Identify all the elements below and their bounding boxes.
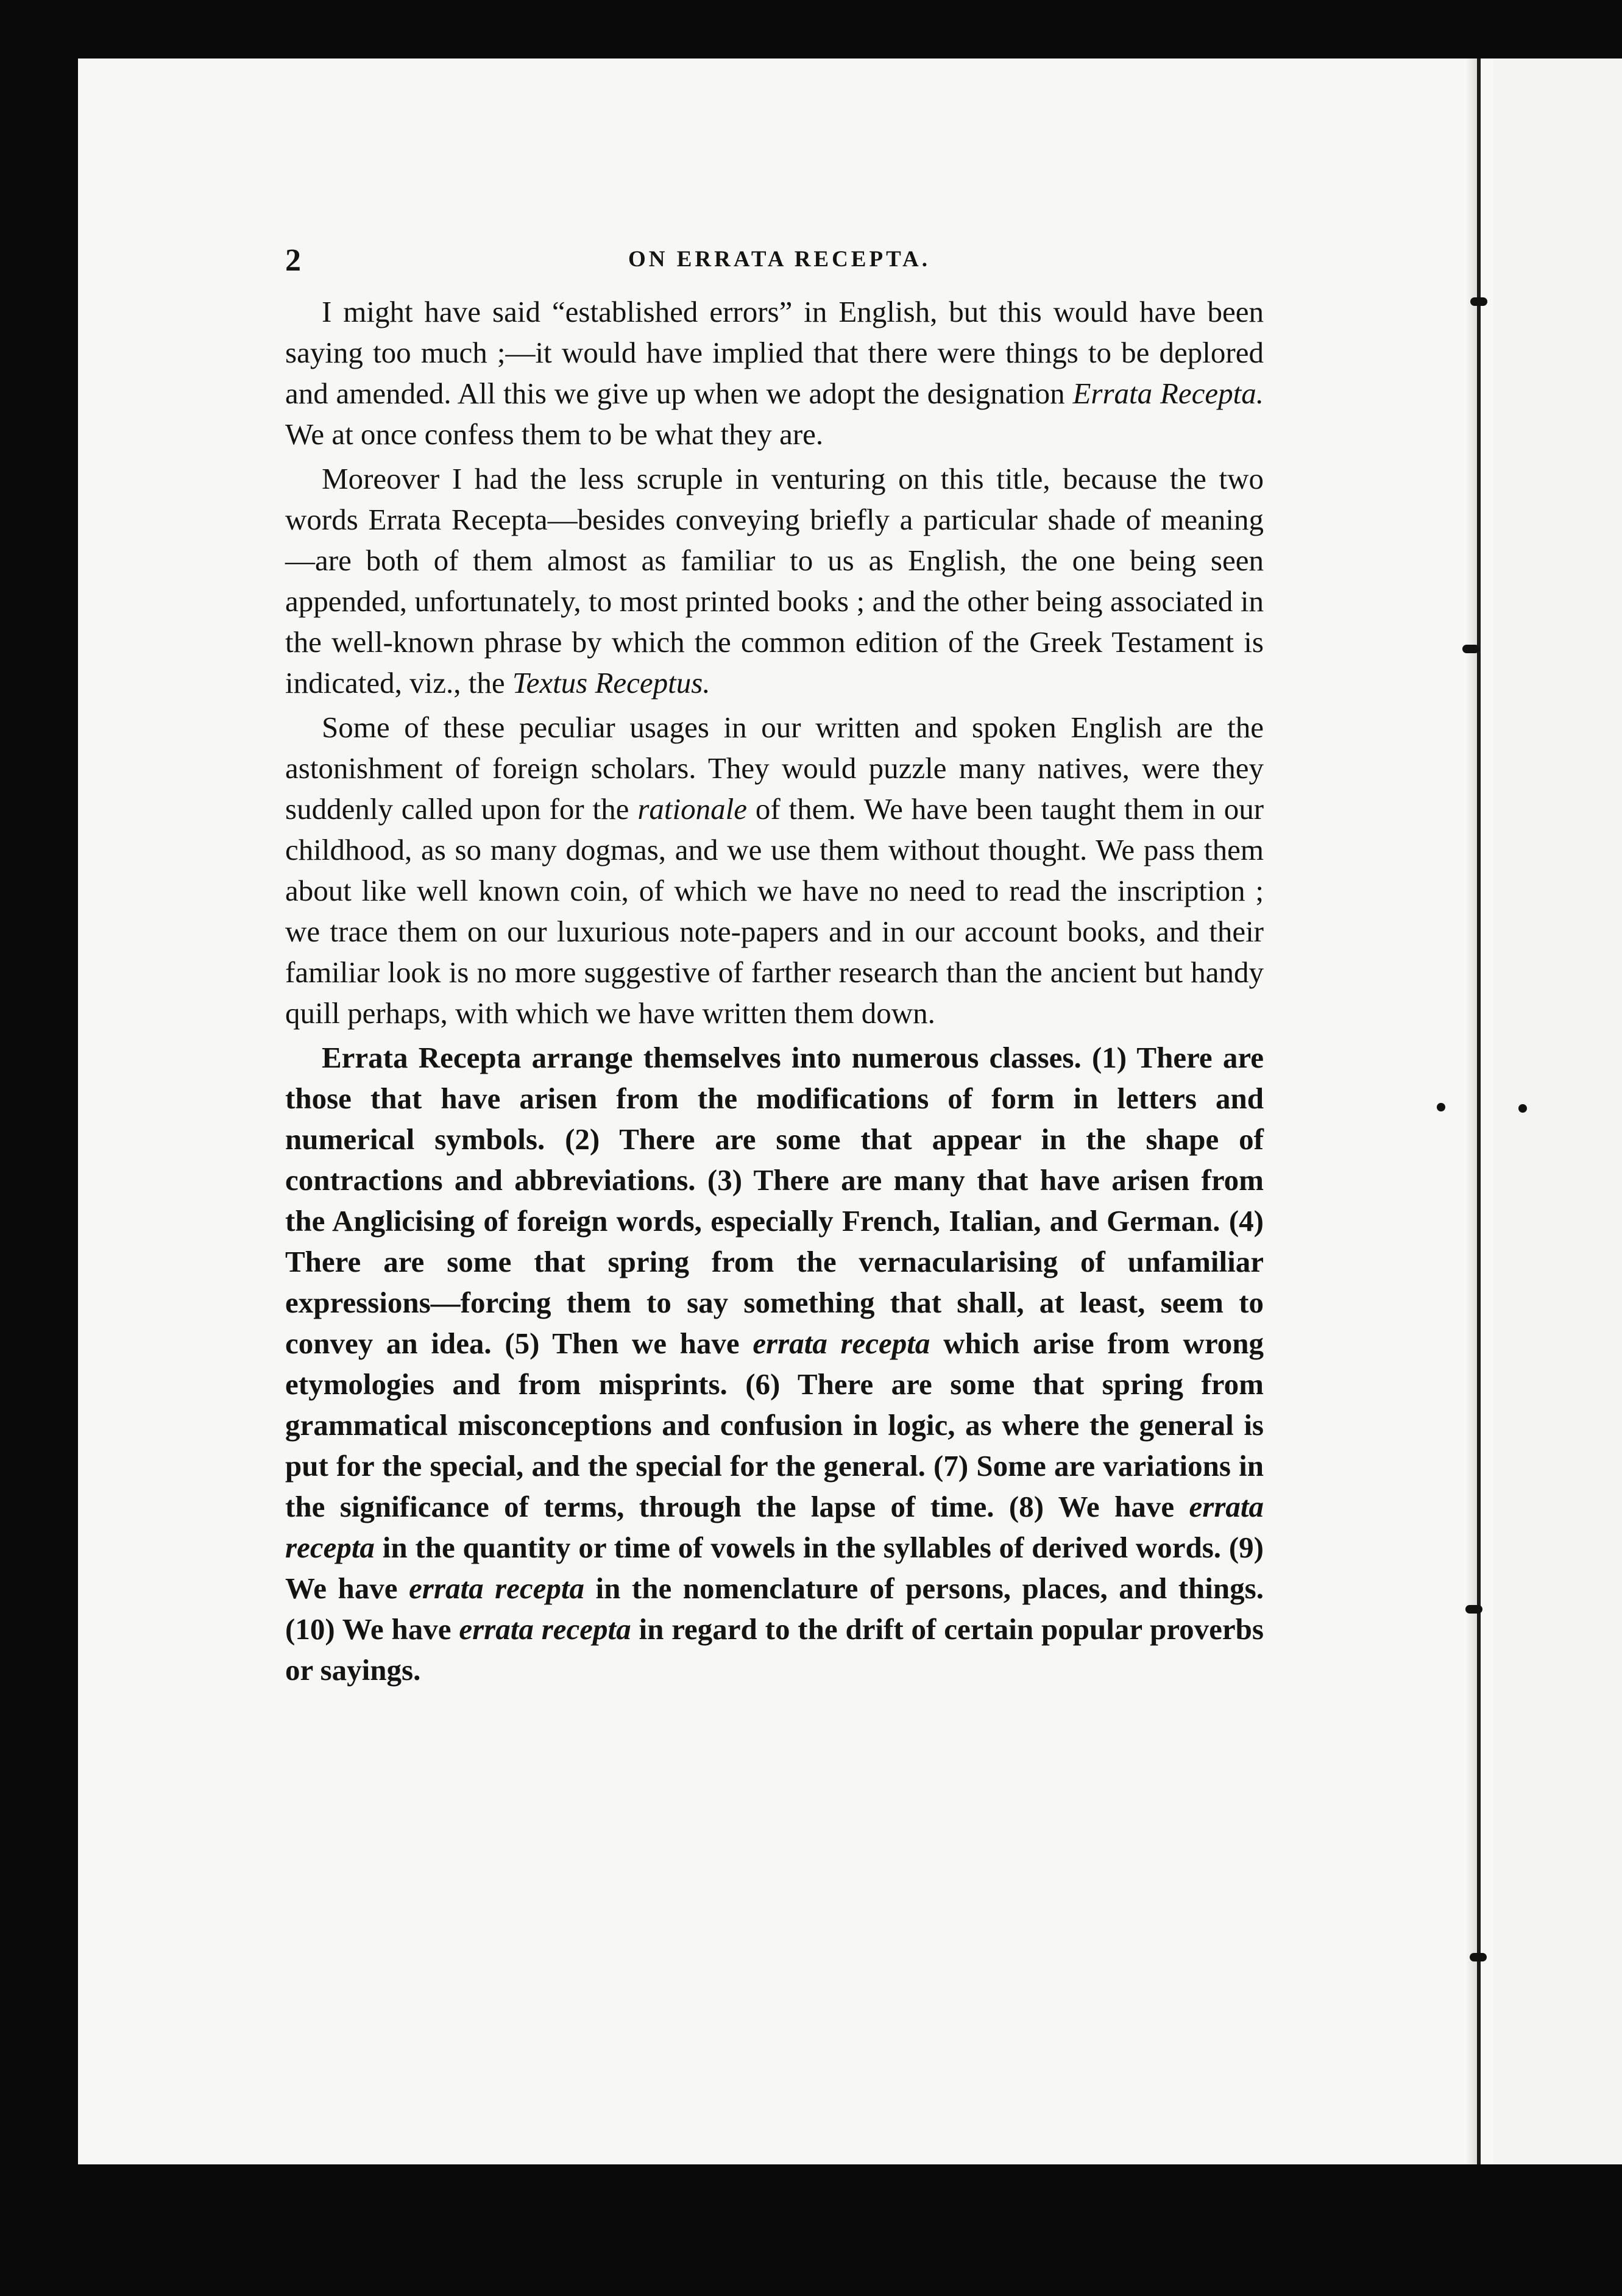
paragraph	[285, 1037, 1264, 1690]
binding-mark	[1465, 1605, 1482, 1614]
binding-mark	[1470, 1953, 1487, 1961]
italic-phrase: Textus Receptus.	[512, 666, 710, 700]
text-run: Moreover I had the less scruple in venturing on this title, because the two words Errata Recepta—besides conveying briefly a particular shade of meaning—are both of them almost as familiar to us as English, the one being seen appended, unfortunately, to most printed books ; and the other being associated in the well-known phrase by which the common edition of the Greek Testament is indicated, viz., the	[285, 462, 1264, 700]
running-head: ON ERRATA RECEPTA.	[628, 247, 930, 272]
italic-phrase: errata recepta	[285, 1490, 1264, 1564]
binding-mark	[1437, 1103, 1445, 1111]
text-run: in the quantity or time of vowels in the syllables of derived words. (9) We have	[285, 1531, 1264, 1605]
italic-phrase: errata recepta	[753, 1327, 930, 1360]
paragraph	[285, 291, 1264, 455]
page-gutter-shadow	[1466, 58, 1477, 2164]
binding-mark	[1518, 1104, 1527, 1113]
binding-mark	[1462, 645, 1479, 653]
page-header	[285, 243, 1273, 279]
paragraph	[285, 707, 1264, 1033]
text-run: I might have said “established errors” in English, but this would have been saying too much ;—it would have implied that there were things to be deplored and amended. All this we give up when we adopt the designation	[285, 295, 1264, 410]
page-number: 2	[285, 243, 301, 278]
text-run: which arise from wrong etymologies and from misprints. (6) There are some that spring from grammatical misconceptions and confusion in logic, as where the general is put for the special, and the special for the general. (7) Some are variations in the significance of terms, through the lapse of time. (8) We have	[285, 1327, 1264, 1523]
italic-phrase: errata recepta	[409, 1571, 584, 1605]
binding-mark	[1470, 297, 1487, 306]
text-run: in regard to the drift of certain popular proverbs or sayings.	[285, 1612, 1264, 1687]
italic-phrase: errata recepta	[459, 1612, 631, 1646]
text-run: of them. We have been taught them in our childhood, as so many dogmas, and we use them without thought. We pass them about like well known coin, of which we have no need to read the inscription ; we trace them on our luxurious note-papers and in our account books, and their familiar look is no more suggestive of farther research than the ancient but handy quill perhaps, with which we have written them down.	[285, 792, 1264, 1030]
page-fold-line	[1477, 58, 1481, 2164]
text-run: Errata Recepta arrange themselves into numerous classes. (1) There are those that have arisen from the modifications of form in letters and numerical symbols. (2) There are some that appear in the shape of contractions and abbreviations. (3) There are many that have arisen from the Anglicising of foreign words, especially French, Italian, and German. (4) There are some that spring from the vernacularising of unfamiliar expressions—forcing them to say something that shall, at least, seem to convey an idea. (5) Then we have	[285, 1041, 1264, 1360]
text-run: in the nomenclature of persons, places, and things. (10) We have	[285, 1571, 1264, 1646]
paragraph	[285, 458, 1264, 703]
italic-phrase: Errata Recepta.	[1072, 377, 1264, 410]
text-run: Some of these peculiar usages in our written and spoken English are the astonishment of foreign scholars. They would puzzle many natives, were they suddenly called upon for the	[285, 710, 1264, 826]
text-run: We at once confess them to be what they are.	[285, 417, 824, 451]
italic-phrase: rationale	[637, 792, 747, 826]
adjacent-page-edge	[1493, 58, 1622, 2164]
body-text	[285, 291, 1264, 1694]
